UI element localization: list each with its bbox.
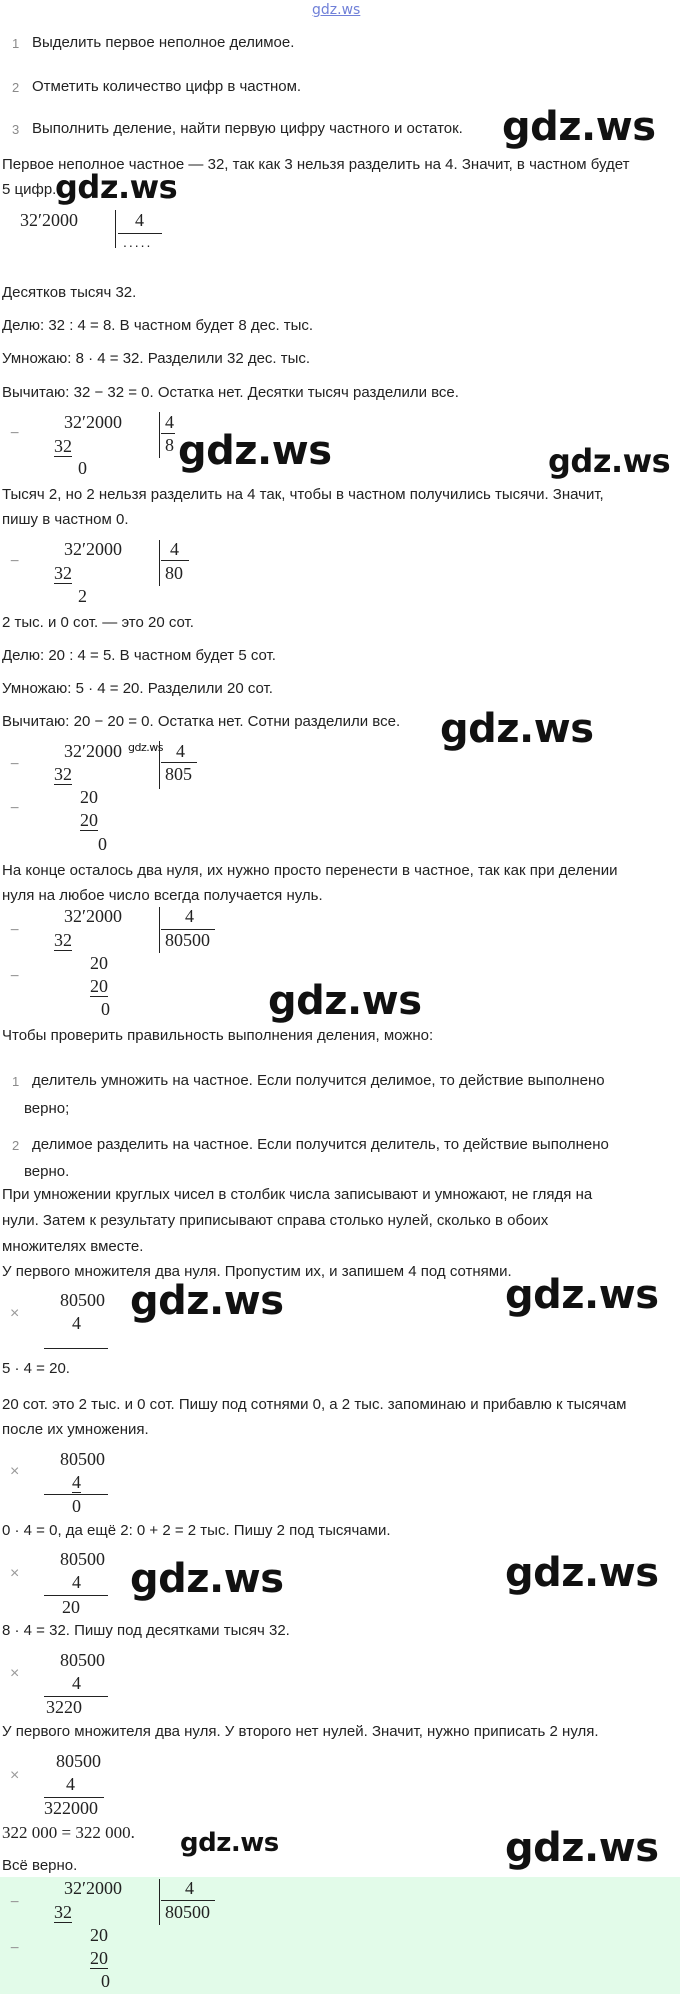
dividend: 32′2000 [64,539,122,559]
minus-sign: − [10,425,20,442]
check-text: верно; [24,1100,70,1117]
product: 3220 [46,1697,82,1717]
quotient: 80500 [165,930,210,950]
quotient: 80500 [165,1902,210,1922]
dividend: 32′2000 [20,210,78,230]
paragraph: 5 · 4 = 20. [2,1360,70,1377]
subtrahend: 32 [54,1902,72,1922]
multiplier: 4 [72,1673,81,1693]
watermark: gdz.ws [178,428,332,474]
multiplicand: 80500 [60,1549,105,1569]
dividend: 32′2000 [64,412,122,432]
quotient-placeholder: ..... [123,234,153,250]
times-sign: × [10,1767,20,1784]
paragraph: пишу в частном 0. [2,511,129,528]
watermark: gdz.ws [440,706,594,752]
watermark: gdz.ws [548,442,671,480]
paragraph: При умножении круглых чисел в столбик числа записывают и умножают, не глядя на [2,1186,593,1203]
paragraph: Умножаю: 5 · 4 = 20. Разделили 20 сот. [2,680,273,697]
paragraph: 2 тыс. и 0 сот. — это 20 сот. [2,614,194,631]
multiplier: 4 [72,1472,81,1492]
watermark: gdz.ws [505,1825,659,1871]
dividend: 32′2000 [64,906,122,926]
paragraph: Чтобы проверить правильность выполнения деления, можно: [2,1027,434,1044]
quotient: 8 [165,435,174,455]
subtrahend: 32 [54,563,72,583]
check-text: делитель умножить на частное. Если получится делимое, то действие выполнено [32,1072,605,1089]
paragraph: 0 · 4 = 0, да ещё 2: 0 + 2 = 2 тыс. Пишу 2 под тысячами. [2,1522,391,1539]
dividend: 32′2000 [64,741,122,761]
paragraph: У первого множителя два нуля. У второго нет нулей. Значит, нужно приписать 2 нуля. [2,1723,599,1740]
step-text: Выполнить деление, найти первую цифру частного и остаток. [32,120,463,137]
check-number: 1 [12,1074,20,1089]
paragraph: Умножаю: 8 · 4 = 32. Разделили 32 дес. тыс. [2,350,311,367]
watermark-link[interactable]: gdz.ws [312,2,361,18]
remainder: 2 [78,586,87,606]
minus-sign: − [10,553,20,570]
multiplier: 4 [72,1572,81,1592]
minus-sign: − [10,1894,20,1911]
paragraph: 20 сот. это 2 тыс. и 0 сот. Пишу под сотнями 0, а 2 тыс. запоминаю и прибавлю к тысячам [2,1396,627,1413]
subtrahend: 32 [54,764,72,784]
remainder: 20 [80,787,98,807]
times-sign: × [10,1665,20,1682]
paragraph: нуля на любое число всегда получается нуль. [2,887,323,904]
minus-sign: − [10,756,20,773]
divisor: 4 [185,906,194,926]
remainder: 0 [78,458,87,478]
minus-sign: − [10,1940,20,1957]
subtrahend: 20 [90,1948,108,1968]
watermark: gdz.ws [130,1556,284,1602]
subtrahend: 32 [54,436,72,456]
paragraph: Делю: 32 : 4 = 8. В частном будет 8 дес. тыс. [2,317,314,334]
multiplicand: 80500 [60,1290,105,1310]
quotient: 80 [165,563,183,583]
paragraph: Вычитаю: 20 − 20 = 0. Остатка нет. Сотни разделили все. [2,713,401,730]
multiplicand: 80500 [56,1751,101,1771]
paragraph: Десятков тысяч 32. [2,284,137,301]
remainder: 0 [101,1971,110,1991]
divisor: 4 [135,210,144,230]
paragraph: 8 · 4 = 32. Пишу под десятками тысяч 32. [2,1622,290,1639]
subtrahend: 32 [54,930,72,950]
paragraph: Первое неполное частное — 32, так как 3 нельзя разделить на 4. Значит, в частном будет [2,156,630,173]
multiplicand: 80500 [60,1650,105,1670]
equality: 322 000 = 322 000. [2,1823,135,1842]
divisor: 4 [185,1878,194,1898]
product: 0 [72,1496,81,1516]
multiplier: 4 [66,1774,75,1794]
divisor: 4 [165,412,174,432]
step-number: 3 [12,122,20,137]
minus-sign: − [10,922,20,939]
subtrahend: 20 [80,810,98,830]
step-number: 2 [12,80,20,95]
divisor: 4 [170,539,179,559]
step-number: 1 [12,36,20,51]
watermark: gdz.ws [505,1550,659,1596]
quotient: 805 [165,764,192,784]
paragraph: нули. Затем к результату приписывают справа столько нулей, сколько в обоих [2,1212,549,1229]
product: 322000 [44,1798,98,1818]
paragraph: после их умножения. [2,1421,149,1438]
watermark: gdz.ws [130,1278,284,1324]
paragraph: множителях вместе. [2,1238,144,1255]
multiplicand: 80500 [60,1449,105,1469]
watermark: gdz.ws [502,104,656,150]
conclusion: Всё верно. [2,1857,78,1874]
check-number: 2 [12,1138,20,1153]
paragraph: На конце осталось два нуля, их нужно просто перенести в частное, так как при делении [2,862,618,879]
watermark: gdz.ws [128,741,163,754]
watermark: gdz.ws [505,1272,659,1318]
watermark: gdz.ws [268,978,422,1024]
dividend: 32′2000 [64,1878,122,1898]
product: 20 [62,1597,80,1617]
paragraph: Вычитаю: 32 − 32 = 0. Остатка нет. Десятки тысяч разделили все. [2,384,459,401]
check-text: делимое разделить на частное. Если получится делитель, то действие выполнено [32,1136,609,1153]
remainder: 20 [90,953,108,973]
remainder: 0 [98,834,107,854]
step-text: Отметить количество цифр в частном. [32,78,302,95]
remainder: 0 [101,999,110,1019]
times-sign: × [10,1463,20,1480]
remainder: 20 [90,1925,108,1945]
divisor: 4 [176,741,185,761]
minus-sign: − [10,800,20,817]
paragraph: У первого множителя два нуля. Пропустим их, и запишем 4 под сотнями. [2,1263,512,1280]
multiplier: 4 [72,1313,81,1333]
watermark: gdz.ws [55,168,178,206]
times-sign: × [10,1305,20,1322]
times-sign: × [10,1565,20,1582]
step-text: Выделить первое неполное делимое. [32,34,295,51]
paragraph: 5 цифр. [2,181,57,198]
watermark: gdz.ws [180,1828,279,1858]
check-text: верно. [24,1163,70,1180]
paragraph: Тысяч 2, но 2 нельзя разделить на 4 так, чтобы в частном получились тысячи. Значит, [2,486,604,503]
subtrahend: 20 [90,976,108,996]
minus-sign: − [10,968,20,985]
paragraph: Делю: 20 : 4 = 5. В частном будет 5 сот. [2,647,276,664]
